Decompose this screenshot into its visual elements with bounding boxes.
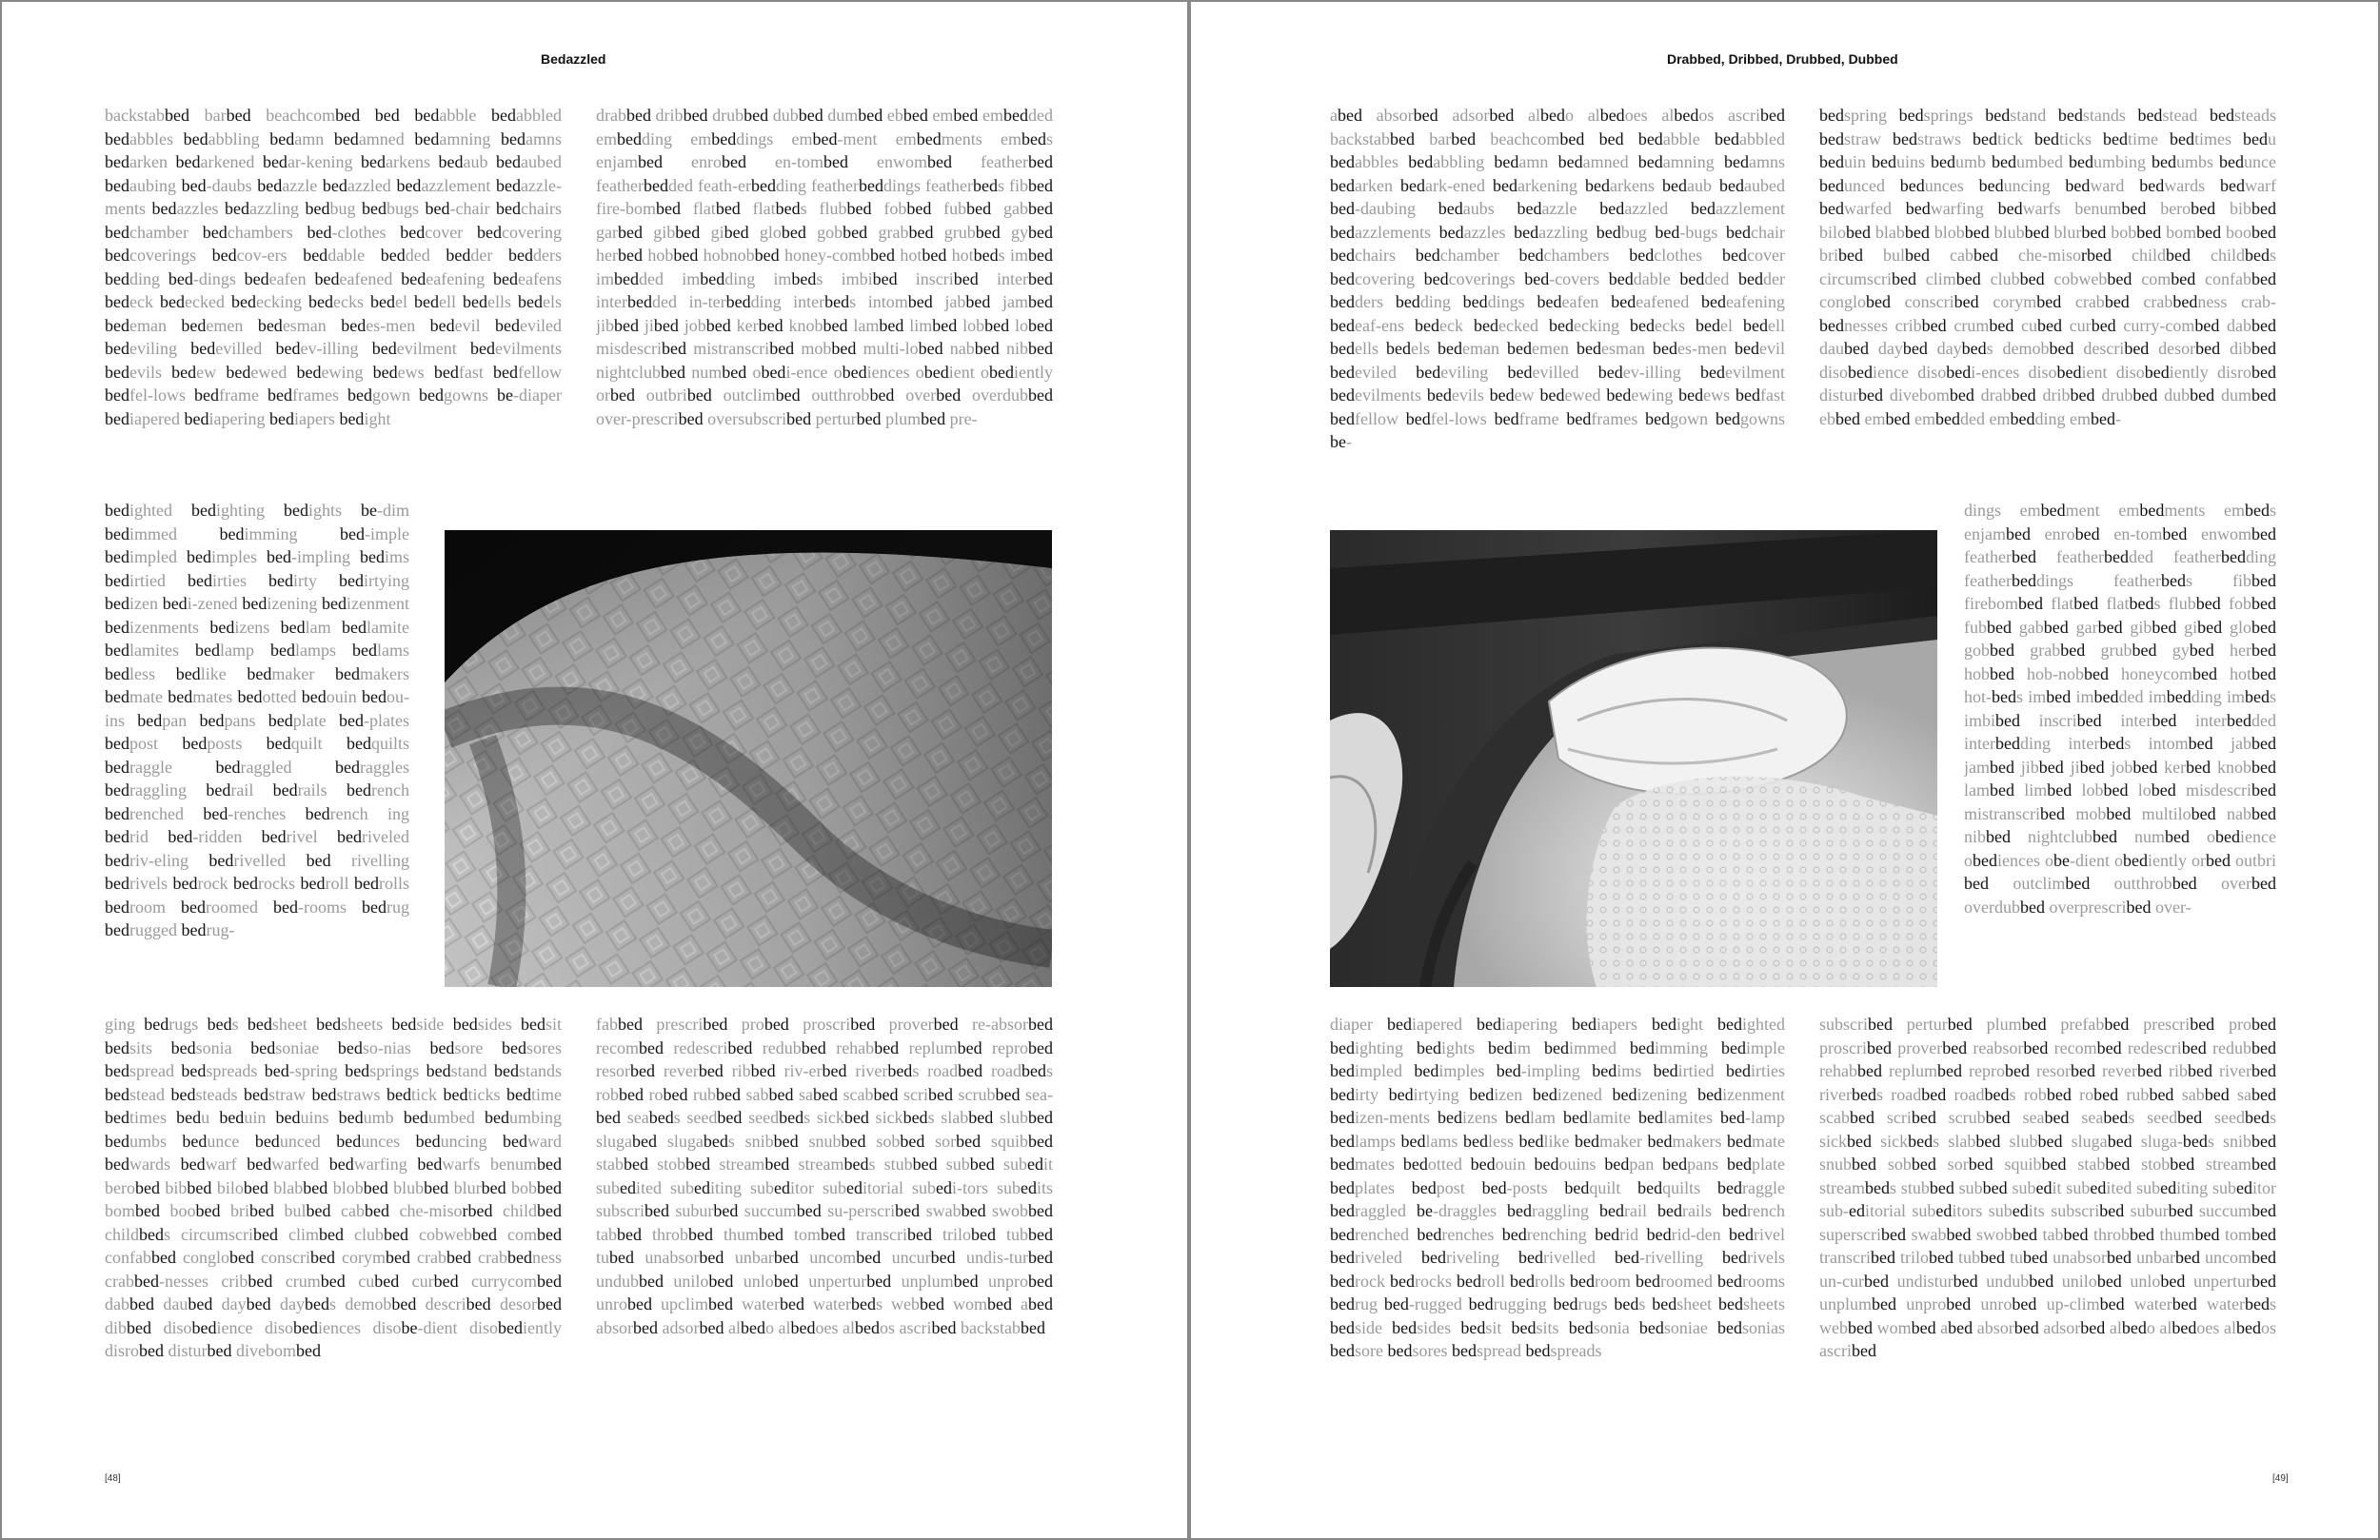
page-number-right: [49]	[2272, 1473, 2289, 1484]
text-column-right-2-top: bedspring bedsprings bedstand bedstands bedstead bedsteads bedstraw bedstraws bedtick bedticks bedtime bedtimes bedu beduin beduins bedumb bedumbed bedumbing bedumbs bedunce bedunced bedunces beduncing bedward bedwards bedwarf bedwarfed bedwarfing bedwarfs benumbed berobed bibbed bilobed blabbed blobbed blubbed blurbed bobbed bombed boobed bribed bulbed cabbed che-misorbed childbed childbeds circumscribed climbed clubbed cobwebbed combed confabbed conglobed conscribed corymbed crabbed crabbedness crab-bednesses cribbed crumbed cubed curbed curry-combed dabbed daubed daybed daybeds demobbed described desorbed dibbed disobedience disobedi-ences disobedient disobediently disrobed disturbed divebombed drabbed dribbed drubbed dubbed dumbed ebbed embed embedded embedding embed-	[1819, 106, 2276, 428]
bedspread-photo-image	[445, 530, 1052, 987]
unmade-bed-photo	[1330, 530, 1937, 987]
unmade-bed-photo-image	[1330, 530, 1937, 987]
right-page	[1191, 0, 2380, 1540]
text-column-left-1-bottom: ging bedrugs beds bedsheet bedsheets bedside bedsides bedsit bedsits bedsonia bedsoniae bedso-nias bedsore bedsores bedspread bedspreads bed-spring bedsprings bedstand bedstands bedstead bedsteads bedstraw bedstraws bedtick bedticks bedtime bedtimes bedu beduin beduins bedumb bedumbed bedumbing bedumbs bedunce bedunced bedunces beduncing bedward bedwards bedwarf bedwarfed bedwarfing bedwarfs benumbed berobed bibbed bilobed blabbed blobbed blubbed blurbed bobbed bombed boobed bribed bulbed cabbed che-misorbed childbed childbeds circumscribed climbed clubbed cobwebbed combed confabbed conglobed conscribed corymbed crabbed crabbedness crabbed-nesses cribbed crumbed cubed curbed currycombed dabbed daubed daybed daybeds demobbed described desorbed dibbed disobedience disobediences disobe-dient disobediently disrobed disturbed divebombed	[105, 1015, 562, 1360]
text-column-left-2-bottom: fabbed prescribed probed proscribed proverbed re-absorbed recombed redescribed redubbed rehabbed replumbed reprobed resorbed reverbed ribbed riv-erbed riverbeds roadbed roadbeds robbed robed rubbed sabbed sabed scabbed scribed scrubbed sea-bed seabeds seedbed seedbeds sickbed sickbeds slabbed slubbed slugabed slugabeds snibbed snubbed sobbed sorbed squibbed stabbed stobbed streambed streambeds stubbed subbed subedit subedited subediting subeditor subeditorial subedi-tors subedits subscribed suburbed succumbed su-perscribed swabbed swobbed tabbed throbbed thumbed tombed transcribed trilobed tubbed tubed unabsorbed unbarbed uncombed uncurbed undis-turbed undubbed unilobed unlobed unperturbed unplumbed unprobed unrobed upclimbed waterbed waterbeds webbed wombed abed absorbed adsorbed albedo albedoes albedos ascribed backstabbed	[596, 1015, 1053, 1337]
bedspread-photo	[445, 530, 1052, 987]
text-column-left-1-wrap: bedighted bedighting bedights be-dim bedimmed bedimming bed-imple bedimpled bedimples bed-impling bedims bedirtied bedirties bedirty bedirtying bedizen bedi-zened bedizening bedizenment bedizenments bedizens bedlam bedlamite bedlamites bedlamp bedlamps bedlams bedless bedlike bedmaker bedmakers bedmate bedmates bedotted bedouin bedou-ins bedpan bedpans bedplate bed-plates bedpost bedposts bedquilt bedquilts bedraggle bedraggled bedraggles bedraggling bedrail bedrails bedrench bedrenched bed-renches bedrench ing bedrid bed-ridden bedrivel bedriveled bedriv-eling bedrivelled bed rivelling bedrivels bedrock bedrocks bedroll bedrolls bedroom bedroomed bed-rooms bedrug bedrugged bedrug-	[105, 501, 409, 939]
text-column-left-2-top: drabbed dribbed drubbed dubbed dumbed ebbed embed embedded embedding embeddings embed-ment embedments embeds enjambed enrobed en-tombed enwombed featherbed featherbedded feath-erbedding featherbeddings featherbeds fibbed fire-bombed flatbed flatbeds flubbed fobbed fubbed gabbed garbed gibbed gibed globed gobbed grabbed grubbed gybed herbed hobbed hobnobbed honey-combbed hotbed hotbeds imbed imbedded imbedding imbeds imbibed inscribed interbed interbedded in-terbedding interbeds intombed jabbed jambed jibbed jibed jobbed kerbed knobbed lambed limbed lobbed lobed misdescribed mistranscribed mobbed multi-lobed nabbed nibbed nightclubbed numbed obedi-ence obediences obedient obediently orbed outbribed outclimbed outthrobbed overbed overdubbed over-prescribed oversubscribed perturbed plumbed pre-	[596, 106, 1053, 428]
left-page	[0, 0, 1189, 1540]
text-column-left-1-top: backstabbed barbed beachcombed bed bedabble bedabbled bedabbles bedabbling bedamn bedamned bedamning bedamns bedarken bedarkened bedar-kening bedarkens bedaub bedaubed bedaubing bed-daubs bedazzle bedazzled bedazzlement bedazzle-ments bedazzles bedazzling bedbug bedbugs bed-chair bedchairs bedchamber bedchambers bed-clothes bedcover bedcovering bedcoverings bedcov-ers beddable bedded bedder bedders bedding bed-dings bedeafen bedeafened bedeafening bedeafens bedeck bedecked bedecking bedecks bedel bedell bedells bedels bedeman bedemen bedesman bedes-men bedevil bedeviled bedeviling bedevilled bedev-illing bedevilment bedevilments bedevils bedew bedewed bedewing bedews bedfast bedfellow bedfel-lows bedframe bedframes bedgown bedgowns be-diaper bediapered bediapering bediapers bedight	[105, 106, 562, 428]
page-number-left: [48]	[105, 1473, 121, 1484]
text-column-right-1-bottom: diaper bediapered bediapering bediapers bedight bedighted bedighting bedights bedim bedimmed bedimming bedimple bedimpled bedimples bed-impling bedims bedirtied bedirties bedirty bedirtying bedizen bedizened bedizening bedizenment bedizen-ments bedizens bedlam bedlamite bedlamites bed-lamp bedlamps bedlams bedless bedlike bedmaker bedmakers bedmate bedmates bedotted bedouin bedouins bedpan bedpans bedplate bedplates bedpost bed-posts bedquilt bedquilts bedraggle bedraggled be-draggles bedraggling bedrail bedrails bedrench bedrenched bedrenches bedrenching bedrid bedrid-den bedrivel bedriveled bedriveling bedrivelled bed-rivelling bedrivels bedrock bedrocks bedroll bedrolls bedroom bedroomed bedrooms bedrug bed-rugged bedrugging bedrugs beds bedsheet bedsheets bedside bedsides bedsit bedsits bedsonia bedsoniae bedsonias bedsore bedsores bedspread bedspreads	[1330, 1015, 1785, 1360]
running-head-left: Bedazzled	[541, 51, 606, 67]
running-head-right: Drabbed, Dribbed, Drubbed, Dubbed	[1667, 51, 1898, 67]
text-column-right-2-bottom: subscribed perturbed plumbed prefabbed prescribed probed proscribed proverbed reabsorbed recombed redescribed redubbed rehabbed replumbed reprobed resorbed reverbed ribbed riverbed riverbeds roadbed roadbeds robbed robed rubbed sabbed sabed scabbed scribed scrubbed seabed seabeds seedbed seedbeds sickbed sickbeds slabbed slubbed slugabed sluga-beds snibbed snubbed sobbed sorbed squibbed stabbed stobbed streambed streambeds stubbed subbed subedit subedited subediting subeditor sub-editorial subeditors subedits subscribed suburbed succumbed superscribed swabbed swobbed tabbed throbbed thumbed tombed transcribed trilobed tubbed tubed unabsorbed unbarbed uncombed un-curbed undisturbed undubbed unilobed unlobed unperturbed unplumbed unprobed unrobed up-climbed waterbed waterbeds webbed wombed abed absorbed adsorbed albedo albedoes albedos ascribed	[1819, 1015, 2276, 1360]
text-column-right-1-top: abed absorbed adsorbed albedo albedoes albedos ascribed backstabbed barbed beachcombed bed bedabble bedabbled bedabbles bedabbling bedamn bedamned bedamning bedamns bedarken bedark-ened bedarkening bedarkens bedaub bedaubed bed-daubing bedaubs bedazzle bedazzled bedazzlement bedazzlements bedazzles bedazzling bedbug bed-bugs bedchair bedchairs bedchamber bedchambers bedclothes bedcover bedcovering bedcoverings bed-covers beddable bedded bedder bedders bedding beddings bedeafen bedeafened bedeafening bedeaf-ens bedeck bedecked bedecking bedecks bedel bedell bedells bedels bedeman bedemen bedesman bedes-men bedevil bedeviled bedeviling bedevilled bedev-illing bedevilment bedevilments bedevils bedew bedewed bedewing bedews bedfast bedfellow bedfel-lows bedframe bedframes bedgown bedgowns be-	[1330, 106, 1785, 451]
text-column-right-2-wrap: dings embedment embedments embeds enjambed enrobed en-tombed enwombed featherbed featherbedded featherbedding featherbeddings featherbeds fibbed firebombed flatbed flatbeds flubbed fobbed fubbed gabbed garbed gibbed gibed globed gobbed grabbed grubbed gybed herbed hobbed hob-nobbed honeycombed hotbed hot-beds imbed imbedded imbedding imbeds imbibed inscribed interbed interbedded interbedding interbeds intombed jabbed jambed jibbed jibed jobbed kerbed knobbed lambed limbed lobbed lobed misdescribed mistranscribed mobbed multilobed nabbed nibbed nightclubbed numbed obedience obediences obe-dient obediently orbed outbri bed outclimbed outthrobbed overbed overdubbed overprescribed over-	[1964, 501, 2276, 917]
